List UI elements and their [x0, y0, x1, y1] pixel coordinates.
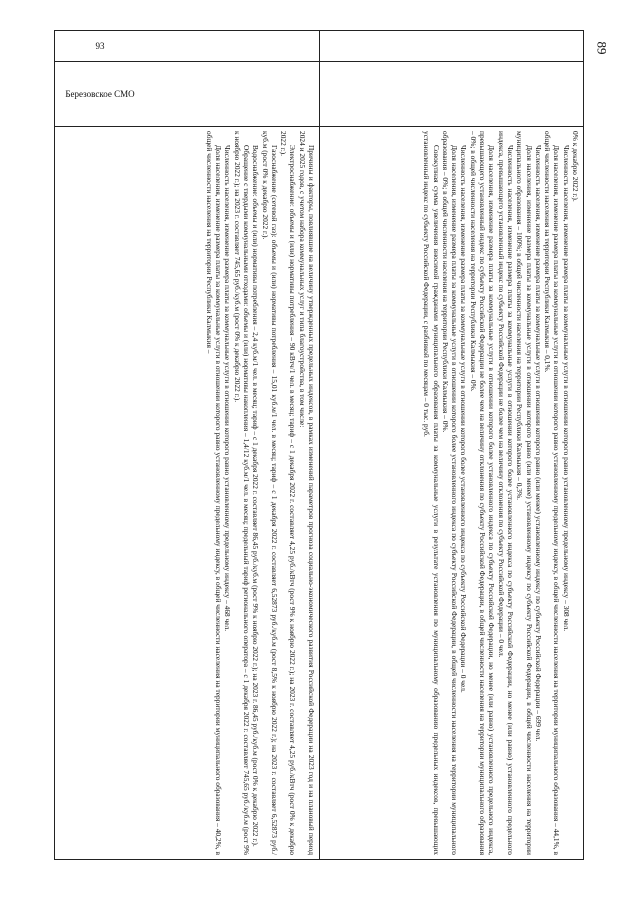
paragraph: Численность населения, изменение размера платы за коммунальные услуги в отношении которого более установленного индекса по субъекту Российской Федерации, но менее (или равно) установленного предельного индекса, превышающего установленный индекс по субъекту Российской Федерации не более чем на величину отклонения по субъекту Российской Федерации – 0 чел. [496, 131, 515, 855]
paragraph: Водоснабжение: объемы и (или) нормативы потребления – 2,4 куб.м/1 чел. в месяц; тариф – с 1 декабря 2022 г. составляет 86,45 руб./куб.м (рост 9% к ноябрю 2022 г.); на 2023 г. 86,45 руб./куб.м (рост 0% к декабрю 2022 г.). [251, 145, 261, 847]
paragraph: Доля населения, изменение размера платы за коммунальные услуги в отношении которого более установленного индекса по субъекту Российской Федерации, но менее (или равно) установленного предельного индекса, превышающего установленный индекс по субъекту Российской Федерации не более чем на величину отклонения по субъекту Российской Федерации, в общей численности населения на территории муниципального образования – 0%; в общей численности населения на территории Республики Калмыкия – 0%. [468, 131, 497, 855]
paragraph: Численность населения, изменение размера платы за коммунальные услуги в отношении которого равно (или менее) установленному индексу по субъекту Российской Федерации – 699 чел. [533, 145, 543, 742]
municipality-name: Березовское СМО [65, 89, 135, 99]
paragraph: Доля населения, изменение размера платы за коммунальные услуги в отношении которого равно (или менее) установленному индексу по субъекту Российской Федерации, в общей численности населения на территории муниципального образования – 100%; в общей численности населения на территории Республики Калмыкия – 0,3%. [515, 131, 534, 855]
municipality-cell [55, 62, 320, 127]
row-number-cell [55, 31, 320, 62]
paragraph: Совокупная сумма увеличения вносимой гражданами муниципального образования платы за коммунальные услуги в результате установления по муниципальному образованию предельных индексов, превышающих установленный индекс по субъекту Российской Федерации, с разбивкой по месяцам – 0 тыс. руб. [422, 131, 441, 855]
paragraph: Газоснабжение (сетевой газ): объемы и (или) нормативы потребления – 15,01 куб.м/1 чел. в месяц; тариф – с 1 декабря 2022 г. составляет 6,52873 руб./куб.м (рост 8,5% к ноябрю 2022 г.); на 2023 г. составляет 6,52873 руб./куб.м (рост 0% к декабрю 2022 г.). [260, 131, 279, 855]
table-row [320, 31, 584, 860]
paragraph: Доля населения, изменение размера платы за коммунальные услуги в отношении которого более установленного индекса по субъекту Российской Федерации, в общей численности населения на территории муниципального образования – 0%; в общей численности населения на территории Республики Калмыкия – 0%. [440, 131, 460, 855]
description-cell [55, 127, 320, 860]
page-number: 89 [594, 41, 610, 55]
table-row [55, 31, 320, 860]
paragraph: 0% к декабрю 2022 г.). [571, 131, 580, 202]
description-cell [320, 127, 584, 860]
municipality-cell [320, 62, 584, 127]
paragraph: Численность населения, изменение размера платы за коммунальные услуги в отношении которого более установленного индекса по субъекту Российской Федерации – 0 чел. [459, 145, 469, 693]
paragraph: Причины и факторы, повлиявшие на величину утвержденных предельных индексов, в рамках изменений параметров прогноза социально-экономического развития Российской Федерации на 2023 год и на плановый период 2024 и 2025 годов, с учетом набора коммунальных услуг и типа благоустройства, в том числе: [297, 131, 316, 855]
paragraph: Доля населения, изменение размера платы за коммунальные услуги в отношении которого равно установленному предельному индексу, в общей численности населения на территории муниципального образования – 40,2%, в общей численности населения на территории Республики Калмыкия – [204, 131, 224, 855]
paragraph: Обращение с твердыми коммунальными отходами: объемы и (или) нормативы накопления – 1,4/12 куб.м/1 чел. в месяц; предельный тариф регионального оператора – с 1 декабря 2022 г. составляет 745,65 руб./куб.м (рост 9% к ноябрю 2022 г.); на 2023 г. составляет 745,65 руб./куб.м (рост 0% к декабрю 2022 г.). [232, 131, 251, 855]
paragraph: Доля населения, изменение размера платы за коммунальные услуги в отношении которого равно установленному предельному индексу, в общей численности населения на территории муниципального образования – 44,1%, в общей численности населения на территории Республики Калмыкия – 0,1%. [543, 131, 562, 855]
paragraph: Численность населения, изменение размера платы за коммунальные услуги в отношении которого равно установленному предельному индексу – 308 чел. [561, 145, 571, 632]
paragraph: Численность населения, изменение размера платы за коммунальные услуги в отношении которого равно установленному предельному индексу – 468 чел. [223, 145, 233, 632]
row-number: 93 [95, 41, 105, 51]
document-table [54, 30, 584, 860]
row-number-cell [320, 31, 584, 62]
paragraph: Электроснабжение: объемы и (или) нормативы потребления – 90 кВтч/1 чел. в месяц; тариф – с 1 декабря 2022 г. составляет 4,25 руб./кВтч (рост 9% к ноябрю 2022 г.); на 2023 г. составляет 4,25 руб./кВтч (рост 0% к декабрю 2022 г.). [279, 131, 298, 855]
